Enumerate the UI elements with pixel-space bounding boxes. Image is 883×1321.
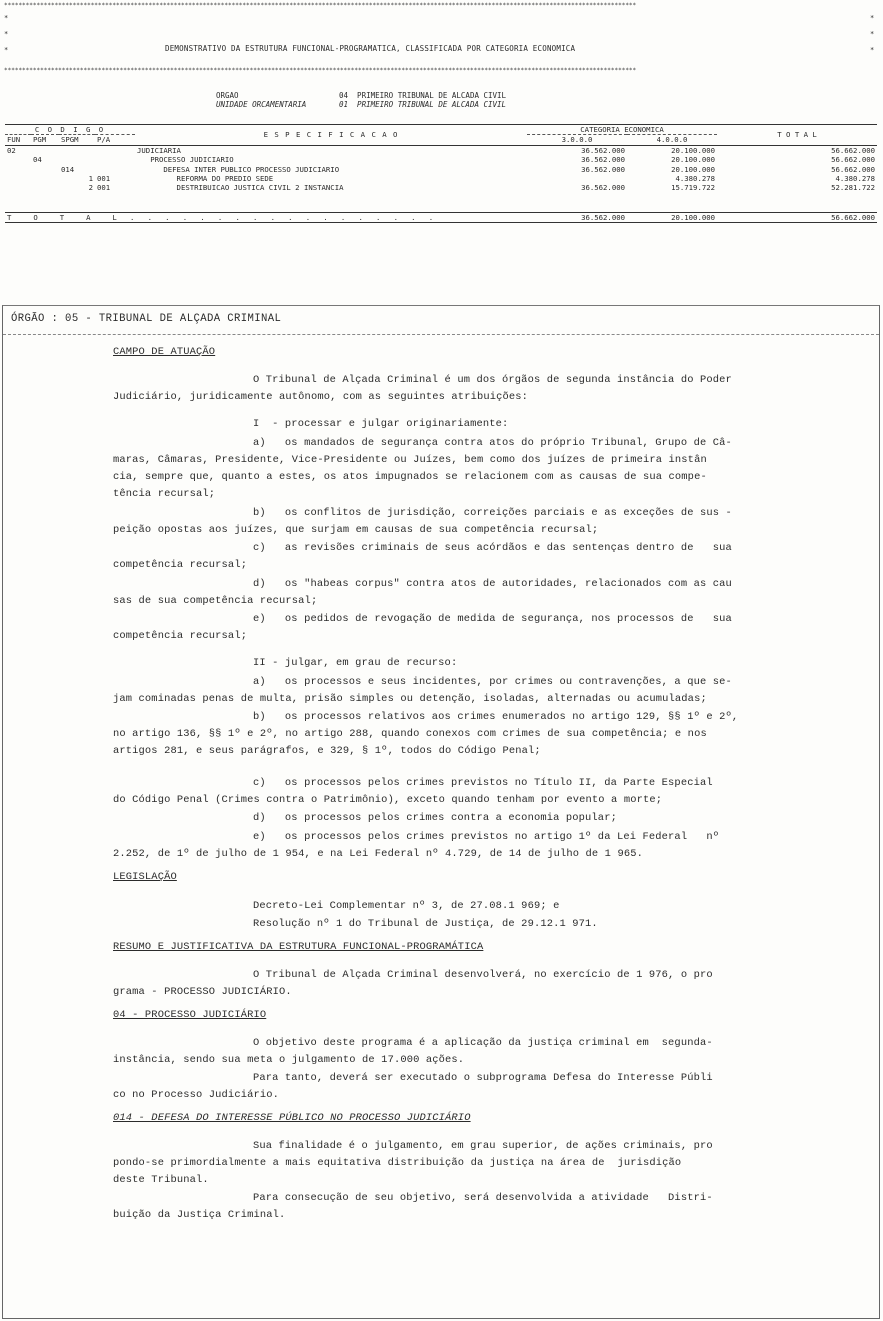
table-header-row-1 <box>5 125 877 135</box>
cell-pgm <box>31 165 59 174</box>
col-spgm: SPGM <box>61 135 79 145</box>
cell-total: 4.380.278 <box>835 174 876 184</box>
banner-top-border: ******************************************************************************************************************************************************************************* <box>4 2 637 9</box>
text-line: Judiciário, juridicamente autônomo, com as seguintes atribuições: <box>113 391 529 403</box>
cell-fun <box>5 174 31 183</box>
total-label: T O T A L . . . . . . . . . . . . . . . . . . <box>7 212 434 222</box>
col-pa: P/A <box>97 135 111 145</box>
text-line: competência recursal; <box>113 630 248 642</box>
table-total-row <box>5 212 877 222</box>
cell-cat-3000 <box>527 202 627 212</box>
cell-pgm <box>31 145 59 155</box>
cell-pa: 001 <box>97 183 111 193</box>
text-line: a) os mandados de segurança contra atos do próprio Tribunal, Grupo de Câ- <box>253 437 732 449</box>
section-heading: RESUMO E JUSTIFICATIVA DA ESTRUTURA FUNCIONAL-PROGRAMÁTICA <box>113 941 484 953</box>
cell-total <box>717 193 877 202</box>
text-line: sas de sua competência recursal; <box>113 595 318 607</box>
budget-table <box>5 124 877 223</box>
cell-spec: REFORMA DO PREDIO SEDE <box>137 174 274 184</box>
text-line: do Código Penal (Crimes contra o Patrimônio), exceto quando tenham por evento a morte; <box>113 794 663 806</box>
cell-fun <box>5 202 31 212</box>
section-heading: LEGISLAÇÃO <box>113 871 177 883</box>
cell-spec: JUDICIARIA <box>137 145 181 155</box>
text-line: pondo-se primordialmente a mais equitativa distribuição da justiça na área de jurisdição <box>113 1157 682 1169</box>
unidade-label: UNIDADE ORCAMENTARIA <box>216 100 307 109</box>
section-heading: 04 - PROCESSO JUDICIÁRIO <box>113 1009 267 1021</box>
cell-total: 52.281.722 <box>831 183 876 193</box>
text-line: cia, sempre que, quanto a estes, os atos impugnados se relacionem com as causas de sua compe- <box>113 471 707 483</box>
cell-cat-4000: 20.100.000 <box>671 155 716 165</box>
banner-bottom-border: ******************************************************************************************************************************************************************************* <box>4 67 637 74</box>
cat-header: CATEGORIA ECONOMICA <box>580 125 664 134</box>
text-line: competência recursal; <box>113 559 248 571</box>
total-cat-4000: 20.100.000 <box>671 212 716 222</box>
cell-cat-3000 <box>527 174 627 183</box>
text-line: e) os processos pelos crimes previstos no artigo 1º da Lei Federal nº <box>253 831 720 843</box>
cell-cat-4000: 15.719.722 <box>671 183 716 193</box>
cell-spgm <box>59 193 95 202</box>
text-line: instância, sendo sua meta o julgamento de 17.000 ações. <box>113 1054 465 1066</box>
orgao-divider <box>3 334 879 335</box>
cell-spgm <box>59 155 95 164</box>
cell-pgm <box>31 183 59 192</box>
cell-fun: 02 <box>7 145 16 155</box>
cell-cat-4000: 4.380.278 <box>675 174 716 184</box>
cell-spec <box>135 202 527 212</box>
cell-spgm <box>59 145 95 155</box>
cell-spec: DESTRIBUICAO JUSTICA CIVIL 2 INSTANCIA <box>137 183 344 193</box>
text-line: Para consecução de seu objetivo, será desenvolvida a atividade Distri- <box>253 1192 713 1204</box>
banner-left-mark-3: * <box>4 46 9 54</box>
text-line: co no Processo Judiciário. <box>113 1089 280 1101</box>
text-line: jam cominadas penas de multa, prisão simples ou detenção, isoladas, alternadas ou acumuladas; <box>113 693 707 705</box>
table-row <box>5 155 877 164</box>
cell-pgm <box>31 202 59 212</box>
cell-cat-3000 <box>527 193 627 202</box>
text-line: no artigo 136, §§ 1º e 2º, no artigo 288, quando conexos com crimes de sua competência; e nos <box>113 728 707 740</box>
cell-spgm <box>59 202 95 212</box>
banner-right-mark-3: * <box>870 46 875 54</box>
section-heading: 014 - DEFESA DO INTERESSE PÚBLICO NO PROCESSO JUDICIÁRIO <box>113 1112 471 1124</box>
table-row <box>5 165 877 174</box>
table-row <box>5 183 877 192</box>
cell-cat-3000: 36.562.000 <box>581 183 626 193</box>
text-line: I - processar e julgar originariamente: <box>253 418 509 430</box>
text-line: b) os processos relativos aos crimes enumerados no artigo 129, §§ 1º e 2º, <box>253 711 739 723</box>
text-line: b) os conflitos de jurisdição, correições parciais e as exceções de sus - <box>253 507 732 519</box>
text-line: d) os "habeas corpus" contra atos de autoridades, relacionados com as cau <box>253 578 732 590</box>
text-line: Resolução nº 1 do Tribunal de Justiça, de 29.12.1 971. <box>253 918 598 930</box>
cell-spgm: 2 <box>88 183 93 193</box>
cell-cat-3000: 36.562.000 <box>581 164 626 174</box>
cell-pa <box>95 145 135 155</box>
text-line: c) as revisões criminais de seus acórdãos e das sentenças dentro de sua <box>253 542 732 554</box>
cell-pa <box>95 202 135 212</box>
text-line: deste Tribunal. <box>113 1174 209 1186</box>
orgao-value: 04 PRIMEIRO TRIBUNAL DE ALCADA CIVIL <box>339 91 507 100</box>
text-line: Sua finalidade é o julgamento, em grau superior, de ações criminais, pro <box>253 1140 713 1152</box>
cell-cat-4000: 20.100.000 <box>671 164 716 174</box>
text-line: buição da Justiça Criminal. <box>113 1209 286 1221</box>
cell-cat-4000 <box>627 193 717 202</box>
table-row <box>5 145 877 155</box>
cell-fun <box>5 165 31 174</box>
cell-pa: 001 <box>97 174 111 184</box>
col-cat-3000: 3.0.0.0 <box>561 135 593 145</box>
cell-spgm: 1 <box>88 174 93 184</box>
cell-spec <box>135 193 527 202</box>
text-line: O objetivo deste programa é a aplicação da justiça criminal em segunda- <box>253 1037 713 1049</box>
codigo-header: C O D I G O <box>34 125 106 134</box>
table-row <box>5 174 877 183</box>
text-line: tência recursal; <box>113 488 216 500</box>
text-line: Para tanto, deverá ser executado o subprograma Defesa do Interesse Públi <box>253 1072 713 1084</box>
col-pgm: PGM <box>33 135 47 145</box>
text-line: O Tribunal de Alçada Criminal desenvolverá, no exercício de 1 976, o pro <box>253 969 713 981</box>
spec-header: E S P E C I F I C A C A O <box>263 130 399 140</box>
cell-cat-4000 <box>627 202 717 212</box>
cell-pa <box>95 165 135 174</box>
document-body <box>2 305 880 1319</box>
text-line: II - julgar, em grau de recurso: <box>253 657 458 669</box>
text-line: d) os processos pelos crimes contra a economia popular; <box>253 812 617 824</box>
table-row <box>5 202 877 212</box>
orgao-label: ORGAO <box>216 91 239 100</box>
table-row <box>5 193 877 202</box>
cell-spec: PROCESSO JUDICIARIO <box>137 155 234 165</box>
cell-fun <box>5 193 31 202</box>
cell-total <box>717 202 877 212</box>
text-line: maras, Câmaras, Presidente, Vice-Presidente ou Juízes, bem como dos juízes de primeira instân <box>113 454 707 466</box>
cell-spgm: 014 <box>61 164 75 174</box>
text-line: 2.252, de 1º de julho de 1 954, e na Lei Federal nº 4.729, de 14 de julho de 1 965. <box>113 848 643 860</box>
total-cat-3000: 36.562.000 <box>581 212 626 222</box>
cell-fun <box>5 183 31 192</box>
cell-pgm: 04 <box>33 155 42 165</box>
text-line: a) os processos e seus incidentes, por crimes ou contravenções, a que se- <box>253 676 732 688</box>
text-line: grama - PROCESSO JUDICIÁRIO. <box>113 986 292 998</box>
text-line: Decreto-Lei Complementar nº 3, de 27.08.1 969; e <box>253 900 560 912</box>
banner-right-mark-2: * <box>870 30 875 38</box>
cell-cat-3000: 36.562.000 <box>581 145 626 155</box>
total-header: T O T A L <box>777 130 817 140</box>
report-title: DEMONSTRATIVO DA ESTRUTURA FUNCIONAL-PROGRAMATICA, CLASSIFICADA POR CATEGORIA ECONOMICA <box>165 44 576 53</box>
cell-pa <box>95 193 135 202</box>
banner-left-mark-2: * <box>4 30 9 38</box>
unidade-value: 01 PRIMEIRO TRIBUNAL DE ALCADA CIVIL <box>339 100 507 109</box>
banner-right-mark: * <box>870 14 875 22</box>
cell-cat-4000: 20.100.000 <box>671 145 716 155</box>
text-line: artigos 281, e seus parágrafos, e 329, § 1º, todos do Código Penal; <box>113 745 541 757</box>
cell-pgm <box>31 174 59 183</box>
text-line: c) os processos pelos crimes previstos no Título II, da Parte Especial <box>253 777 713 789</box>
orgao-heading: ÓRGÃO : 05 - TRIBUNAL DE ALÇADA CRIMINAL <box>11 313 282 325</box>
total-grand: 56.662.000 <box>831 212 876 222</box>
text-line: e) os pedidos de revogação de medida de segurança, nos processos de sua <box>253 613 732 625</box>
text-line: O Tribunal de Alçada Criminal é um dos órgãos de segunda instância do Poder <box>253 374 732 386</box>
text-line: peição opostas aos juízes, que surjam em causas de sua competência recursal; <box>113 524 599 536</box>
banner-left-mark: * <box>4 14 9 22</box>
section-heading: CAMPO DE ATUAÇÃO <box>113 346 216 358</box>
col-fun: FUN <box>7 135 21 145</box>
col-cat-4000: 4.0.0.0 <box>656 135 688 145</box>
cell-total: 56.662.000 <box>831 155 876 165</box>
cell-cat-3000: 36.562.000 <box>581 155 626 165</box>
cell-total: 56.662.000 <box>831 164 876 174</box>
cell-pa <box>95 155 135 164</box>
cell-total: 56.662.000 <box>831 145 876 155</box>
cell-pgm <box>31 193 59 202</box>
cell-fun <box>5 155 31 164</box>
cell-spec: DEFESA INTER PUBLICO PROCESSO JUDICIARIO <box>137 164 340 174</box>
